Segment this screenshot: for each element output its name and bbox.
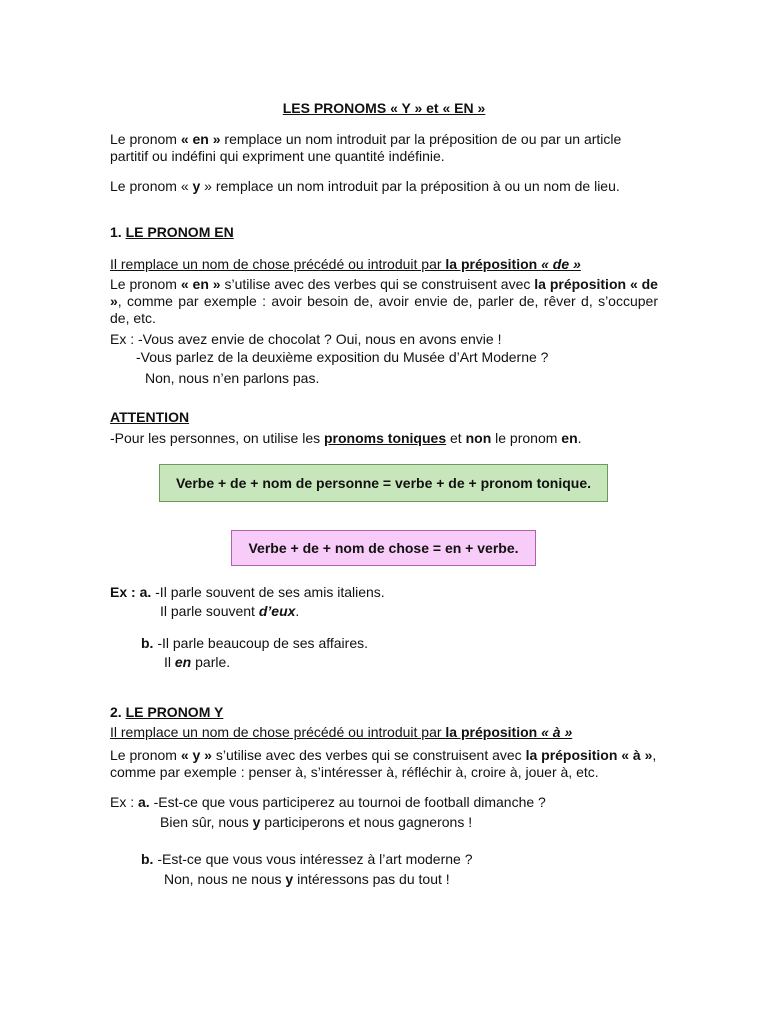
section-2-usage-prep: la préposition « à » — [525, 747, 653, 763]
example-1b-label: b. — [141, 635, 154, 651]
example-2b — [110, 851, 689, 868]
example-2b-text: -Est-ce que vous vous intéressez à l’art moderne ? — [153, 851, 473, 867]
section-1-title: LE PRONOM EN — [125, 224, 234, 240]
intro-y-word: y — [192, 178, 201, 194]
example-1a-answer-bold: d’eux — [258, 603, 296, 619]
example-2a-prefix: Ex : — [110, 794, 139, 810]
section-1-rule-text — [110, 256, 581, 272]
section-2-title: LE PRONOM Y — [125, 704, 224, 720]
intro-en-pre: Le pronom — [110, 131, 181, 147]
attention-non: non — [465, 430, 492, 446]
section-1-heading — [110, 224, 658, 241]
section-1-rule — [110, 256, 658, 273]
example-1b-answer — [110, 654, 712, 671]
example-1a-answer-end: . — [295, 603, 300, 619]
section-1-rule-bold: la préposition — [445, 256, 542, 272]
attention-line — [110, 430, 658, 447]
example-2a-answer-end: participerons et nous gagnerons ! — [260, 814, 473, 830]
attention-line-end: . — [577, 430, 582, 446]
example-1b — [110, 635, 689, 652]
section-2-rule-italic: « à » — [541, 724, 573, 740]
rule-box-thing-text: Verbe + de + nom de chose = en + verbe. — [248, 539, 519, 556]
attention-line-mid2: le pronom — [491, 430, 562, 446]
section-1-example-1: Ex : -Vous avez envie de chocolat ? Oui, nous en avons envie ! — [110, 331, 502, 347]
section-1-number: 1. — [110, 224, 126, 240]
section-2-usage-post: , comme par exemple : penser à, s’intéresser à, réfléchir à, croire à, jouer à, etc. — [110, 747, 657, 780]
example-1b-answer-bold: en — [174, 654, 192, 670]
rule-box-person-text: Verbe + de + nom de personne = verbe + de + pronom tonique. — [175, 474, 592, 491]
intro-en-post: remplace un nom introduit par la préposition de ou par un article partitif ou indéfini qui expriment une quantité indéfinie. — [110, 131, 622, 164]
section-2-usage — [110, 747, 658, 781]
intro-y-paragraph — [110, 178, 658, 195]
example-2b-answer — [110, 871, 712, 888]
section-2-usage-mid: s’utilise avec des verbes qui se construisent avec — [211, 747, 526, 763]
example-2a-answer-bold: y — [252, 814, 261, 830]
example-1a-answer — [110, 603, 708, 620]
section-2-heading — [110, 704, 658, 721]
section-1-example-3: Non, nous n’en parlons pas. — [145, 370, 320, 386]
example-1b-answer-end: parle. — [191, 654, 231, 670]
section-2-usage-y: « y » — [180, 747, 212, 763]
section-1-usage — [110, 276, 658, 327]
example-1b-answer-pre: Il — [164, 654, 175, 670]
example-1a-answer-pre: Il parle souvent — [160, 603, 259, 619]
intro-en-word: « en » — [180, 131, 221, 147]
page-title: LES PRONOMS « Y » et « EN » — [282, 100, 486, 116]
example-2a-answer — [110, 814, 708, 831]
attention-line-mid: et — [446, 430, 466, 446]
example-2b-answer-pre: Non, nous ne nous — [164, 871, 286, 887]
example-2b-answer-end: intéressons pas du tout ! — [293, 871, 450, 887]
attention-line-pre: -Pour les personnes, on utilise les — [110, 430, 324, 446]
section-1-usage-prep: la préposition « de » — [110, 276, 658, 309]
section-2-rule-text — [110, 724, 572, 740]
example-2a — [110, 794, 658, 811]
section-2-rule — [110, 724, 658, 741]
example-2a-label: a. — [138, 794, 150, 810]
section-1-usage-en: « en » — [180, 276, 221, 292]
section-2-rule-pre: Il remplace un nom de chose précédé ou introduit par — [110, 724, 446, 740]
example-1a — [110, 584, 658, 601]
section-2-number: 2. — [110, 704, 126, 720]
section-2-rule-bold: la préposition — [445, 724, 542, 740]
example-1a-label: Ex : a. — [110, 584, 152, 600]
section-1-usage-pre: Le pronom — [110, 276, 181, 292]
example-2a-text: -Est-ce que vous participerez au tournoi de football dimanche ? — [149, 794, 546, 810]
intro-y-pre: Le pronom « — [110, 178, 193, 194]
example-2a-answer-pre: Bien sûr, nous — [160, 814, 253, 830]
section-1-example-2: -Vous parlez de la deuxième exposition du Musée d’Art Moderne ? — [136, 349, 549, 365]
intro-y-post: » remplace un nom introduit par la préposition à ou un nom de lieu. — [200, 178, 620, 194]
example-2b-answer-bold: y — [285, 871, 294, 887]
attention-heading: ATTENTION — [110, 409, 190, 425]
section-1-rule-pre: Il remplace un nom de chose précédé ou introduit par — [110, 256, 446, 272]
attention-tonic: pronoms toniques — [324, 430, 447, 446]
intro-en-paragraph — [110, 131, 658, 165]
section-1-usage-mid: s’utilise avec des verbes qui se construisent avec — [220, 276, 535, 292]
rule-box-thing — [231, 530, 536, 566]
example-1a-text: -Il parle souvent de ses amis italiens. — [151, 584, 385, 600]
section-2-usage-pre: Le pronom — [110, 747, 181, 763]
example-2b-label: b. — [141, 851, 154, 867]
section-1-rule-italic: « de » — [541, 256, 581, 272]
example-1b-text: -Il parle beaucoup de ses affaires. — [153, 635, 368, 651]
rule-box-person — [159, 464, 608, 502]
attention-en: en — [561, 430, 578, 446]
section-1-usage-post: , comme par exemple : avoir besoin de, avoir envie de, parler de, rêver d, s’occuper de, etc. — [110, 293, 658, 326]
